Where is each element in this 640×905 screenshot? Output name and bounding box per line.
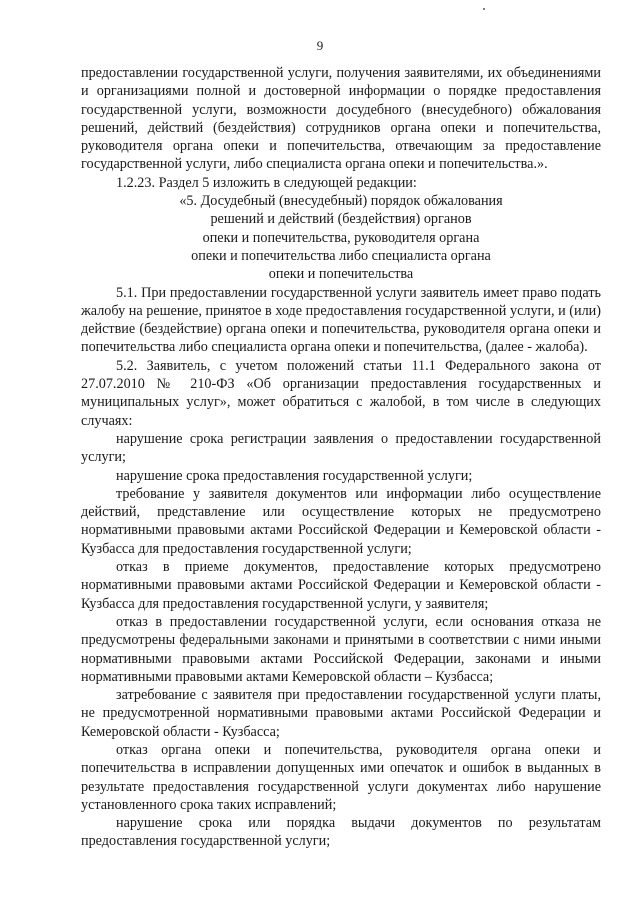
list-item: нарушение срока регистрации заявления о предоставлении государственной услуги;	[81, 430, 601, 466]
section-heading-line-5: опеки и попечительства	[268, 266, 414, 283]
scan-speck	[483, 8, 485, 10]
list-item: отказ органа опеки и попечительства, руководителя органа опеки и попечительства в исправлении допущенных ими опечаток и ошибок в выданных в результате предоставления государственной услуги документах либо нарушение установленного срока таких исправлений;	[81, 741, 601, 813]
list-item: отказ в приеме документов, предоставление которых предусмотрено нормативными правовыми актами Российской Федерации и Кемеровской области - Кузбасса для предоставления государственной услуги, у заявителя;	[81, 559, 601, 612]
paragraph-5-1: 5.1. При предоставлении государственной услуги заявитель имеет право подать жалобу на решение, принятое в ходе предоставления государственной услуги, и (или) действие (бездействие) органа опеки и попечительства, руководителя органа опеки и попечительства либо специалиста органа опеки и попечительства, (далее - жалоба).	[81, 284, 601, 356]
list-item: нарушение срока или порядка выдачи документов по результатам предоставления государственной услуги;	[81, 815, 601, 850]
page-body	[81, 64, 601, 851]
paragraph-5-2: 5.2. Заявитель, с учетом положений статьи 11.1 Федерального закона от 27.07.2010 № 210-ФЗ «Об организации предоставления государственных и муниципальных услуг», может обратиться с жалобой, в том числе в следующих случаях:	[81, 357, 601, 429]
paragraph-amendment-1-2-23: 1.2.23. Раздел 5 изложить в следующей редакции:	[116, 174, 417, 191]
list-item: отказ в предоставлении государственной услуги, если основания отказа не предусмотрены федеральными законами и принятыми в соответствии с ними иными нормативными правовыми актами Российской Федерации, законами и иными нормативными правовыми актами Кемеровской области – Кузбасса;	[81, 613, 601, 685]
section-heading-line-4: опеки и попечительства либо специалиста органа	[191, 247, 491, 264]
list-item: затребование с заявителя при предоставлении государственной услуги платы, не предусмотренной нормативными правовыми актами Российской Федерации и Кемеровской области - Кузбасса;	[81, 687, 601, 740]
paragraph-intro-continuation: предоставлении государственной услуги, получения заявителями, их объединениями и организациями полной и достоверной информации о порядке предоставления государственной услуги, возможности досудебного (внесудебного) обжалования решений, действий (бездействия) сотрудников органа опеки и попечительства, руководителя органа опеки и попечительства, отвечающим за предоставление государственной услуги, либо специалиста органа опеки и попечительства.».	[81, 65, 601, 173]
section-heading-line-3: опеки и попечительства, руководителя органа	[202, 229, 480, 246]
list-item: требование у заявителя документов или информации либо осуществление действий, представление или осуществление которых не предусмотрено нормативными правовыми актами Российской Федерации и Кемеровской области - Кузбасса для предоставления государственной услуги;	[81, 485, 601, 557]
section-heading-line-2: решений и действий (бездействия) органов	[210, 211, 472, 228]
section-heading-line-1: «5. Досудебный (внесудебный) порядок обжалования	[179, 193, 503, 210]
page-number: 9	[316, 38, 324, 53]
list-item: нарушение срока предоставления государственной услуги;	[116, 467, 473, 484]
